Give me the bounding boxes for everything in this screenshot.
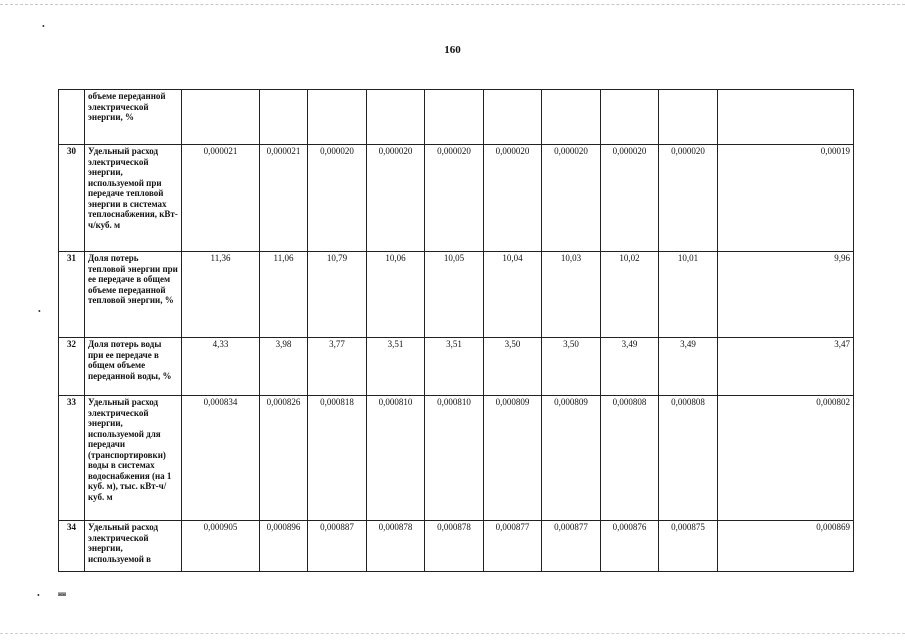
- value-cell: 0,000020: [425, 145, 484, 252]
- scan-edge-bottom: [0, 633, 905, 634]
- indicator-name: Удельный расход электрической энергии, используемой для передачи (транспортировки) воды в системах водоснабжения (на 1 куб. м), тыс. кВт-ч/куб. м: [85, 396, 182, 521]
- value-cell: 0,000877: [542, 521, 601, 572]
- value-cell: 0,000020: [308, 145, 367, 252]
- value-cell: [542, 90, 601, 145]
- value-cell: 3,47: [718, 338, 854, 396]
- value-cell: 3,51: [367, 338, 425, 396]
- value-cell: [659, 90, 718, 145]
- indicator-name: объеме переданной электрической энергии, %: [85, 90, 182, 145]
- value-cell: [182, 90, 260, 145]
- row-number: 31: [59, 252, 85, 338]
- value-cell: 11,36: [182, 252, 260, 338]
- value-cell: 3,51: [425, 338, 484, 396]
- value-cell: [367, 90, 425, 145]
- value-cell: 0,000809: [484, 396, 542, 521]
- value-cell: 10,79: [308, 252, 367, 338]
- value-cell: 0,000808: [601, 396, 659, 521]
- value-cell: 0,000021: [182, 145, 260, 252]
- indicator-table: [58, 89, 854, 572]
- value-cell: 3,50: [542, 338, 601, 396]
- value-cell: 0,000020: [601, 145, 659, 252]
- value-cell: 10,02: [601, 252, 659, 338]
- scan-speck: •: [42, 22, 45, 31]
- value-cell: 0,000809: [542, 396, 601, 521]
- value-cell: [260, 90, 308, 145]
- value-cell: 3,77: [308, 338, 367, 396]
- value-cell: 11,06: [260, 252, 308, 338]
- value-cell: 3,98: [260, 338, 308, 396]
- value-cell: 0,000875: [659, 521, 718, 572]
- value-cell: 3,49: [659, 338, 718, 396]
- value-cell: 0,000818: [308, 396, 367, 521]
- table-body: [59, 90, 854, 572]
- value-cell: 0,000810: [425, 396, 484, 521]
- value-cell: 10,04: [484, 252, 542, 338]
- table-row: [59, 252, 854, 338]
- value-cell: 0,000878: [367, 521, 425, 572]
- value-cell: 0,000020: [659, 145, 718, 252]
- page-number: 160: [444, 44, 461, 56]
- value-cell: 0,00019: [718, 145, 854, 252]
- row-number: 33: [59, 396, 85, 521]
- row-number: 34: [59, 521, 85, 572]
- indicator-name: Доля потерь воды при ее передаче в общем объеме переданной воды, %: [85, 338, 182, 396]
- value-cell: 9,96: [718, 252, 854, 338]
- value-cell: 10,03: [542, 252, 601, 338]
- scan-speck: •: [37, 591, 40, 600]
- value-cell: 3,50: [484, 338, 542, 396]
- table-row: [59, 521, 854, 572]
- value-cell: 0,000808: [659, 396, 718, 521]
- indicator-name: Удельный расход электрической энергии, используемой в: [85, 521, 182, 572]
- value-cell: 0,000905: [182, 521, 260, 572]
- row-number: [59, 90, 85, 145]
- value-cell: [718, 90, 854, 145]
- row-number: 32: [59, 338, 85, 396]
- value-cell: 0,000876: [601, 521, 659, 572]
- value-cell: 0,000810: [367, 396, 425, 521]
- indicator-name: Удельный расход электрической энергии, используемой при передаче тепловой энергии в системах теплоснабжения, кВт-ч/куб. м: [85, 145, 182, 252]
- value-cell: 0,000021: [260, 145, 308, 252]
- value-cell: [484, 90, 542, 145]
- table-row: [59, 396, 854, 521]
- value-cell: [308, 90, 367, 145]
- value-cell: 0,000020: [367, 145, 425, 252]
- table-row: [59, 90, 854, 145]
- value-cell: 3,49: [601, 338, 659, 396]
- value-cell: 0,000877: [484, 521, 542, 572]
- value-cell: 0,000869: [718, 521, 854, 572]
- value-cell: 10,05: [425, 252, 484, 338]
- value-cell: 4,33: [182, 338, 260, 396]
- table-row: [59, 145, 854, 252]
- table-row: [59, 338, 854, 396]
- value-cell: 0,000020: [542, 145, 601, 252]
- value-cell: 0,000020: [484, 145, 542, 252]
- value-cell: 0,000802: [718, 396, 854, 521]
- row-number: 30: [59, 145, 85, 252]
- scan-edge-top: [0, 4, 905, 5]
- value-cell: 10,01: [659, 252, 718, 338]
- value-cell: 0,000834: [182, 396, 260, 521]
- indicator-name: Доля потерь тепловой энергии при ее передаче в общем объеме переданной тепловой энергии, %: [85, 252, 182, 338]
- value-cell: 0,000896: [260, 521, 308, 572]
- value-cell: 0,000826: [260, 396, 308, 521]
- value-cell: 0,000887: [308, 521, 367, 572]
- value-cell: [601, 90, 659, 145]
- scan-speck: •: [38, 307, 41, 316]
- value-cell: [425, 90, 484, 145]
- value-cell: 10,06: [367, 252, 425, 338]
- footer-mark: нн: [58, 590, 67, 598]
- value-cell: 0,000878: [425, 521, 484, 572]
